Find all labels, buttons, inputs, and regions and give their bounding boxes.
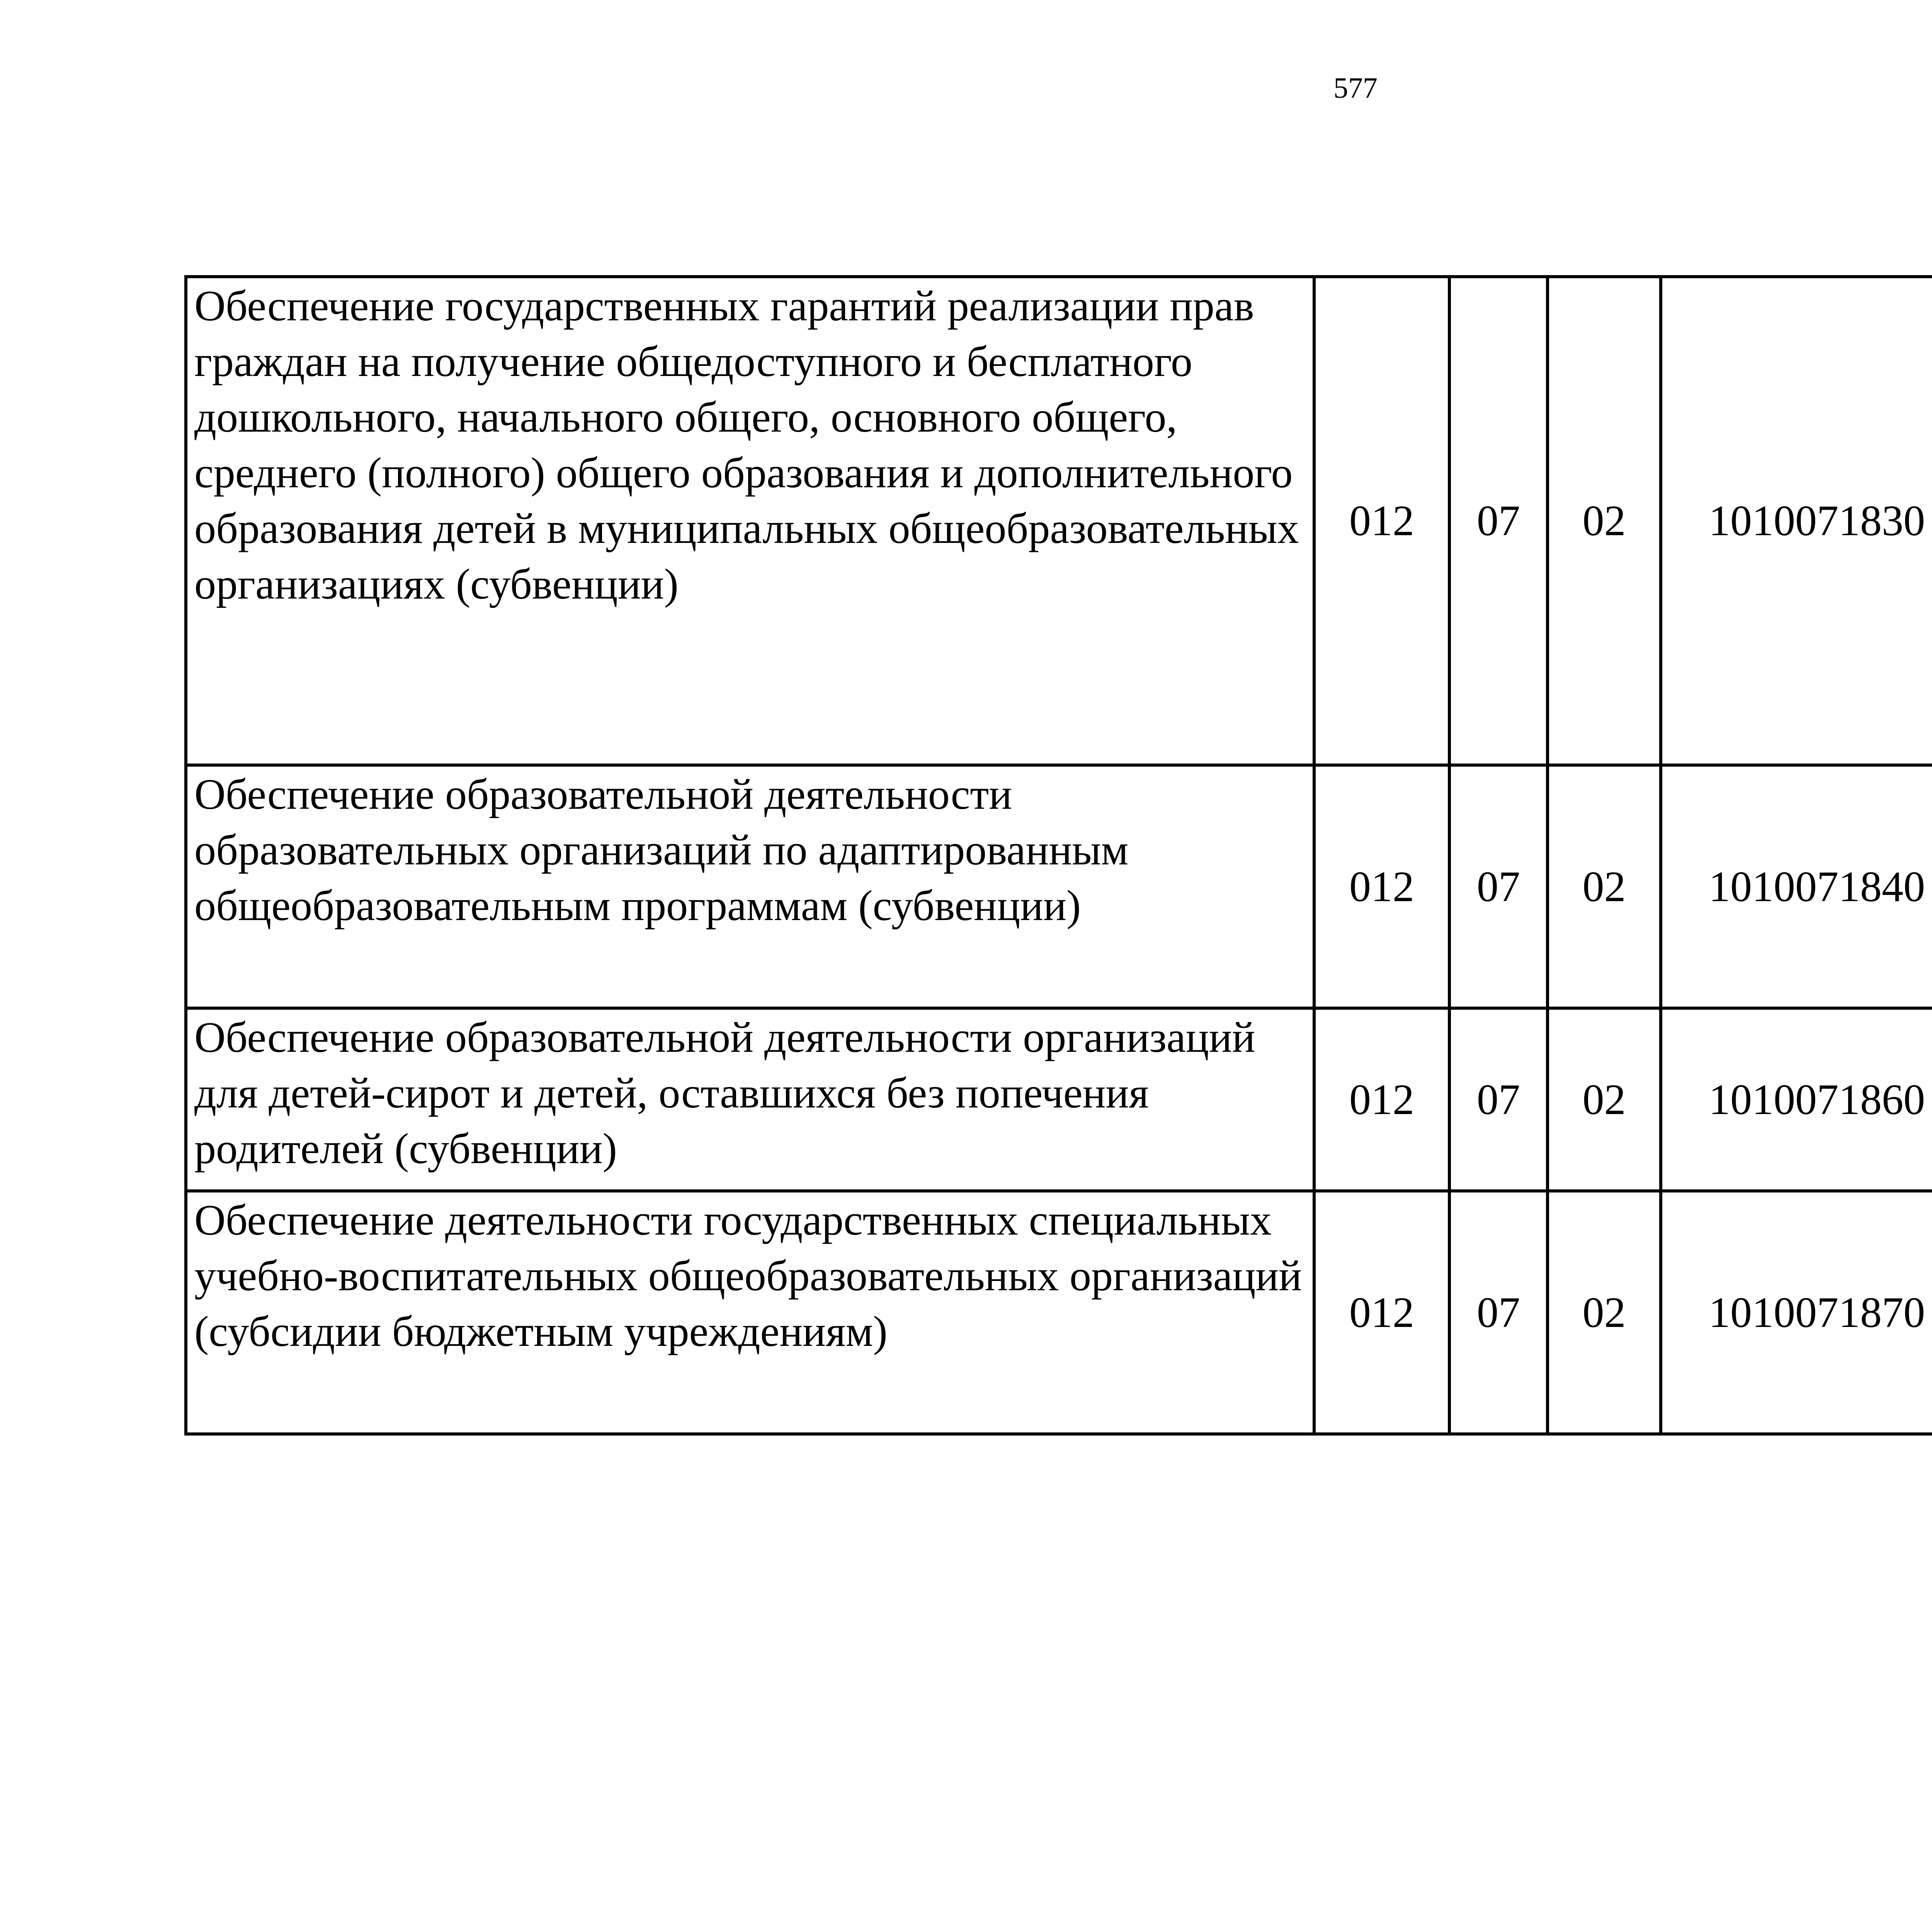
ministry-code: 012: [1314, 1008, 1449, 1191]
target-article-code: 1010071830: [1661, 277, 1932, 765]
section-code: 07: [1449, 1008, 1548, 1191]
target-article-code: 1010071870: [1661, 1191, 1932, 1434]
table-row: [186, 1008, 1932, 1191]
table-row: [186, 277, 1932, 765]
table-row: [186, 765, 1932, 1008]
row-description: Обеспечение образовательной деятельности организаций для детей-сирот и детей, оставшихся без попечения родителей (субвенции): [186, 1008, 1314, 1191]
subsection-code: 02: [1548, 1008, 1661, 1191]
subsection-code: 02: [1548, 277, 1661, 765]
row-description: Обеспечение государственных гарантий реализации прав граждан на получение общедоступного и бесплатного дошкольного, начального общего, основного общего, среднего (полного) общего образования и дополнительного образования детей в муниципальных общеобразовательных организациях (субвенции): [186, 277, 1314, 765]
page-number: 577: [1333, 72, 1378, 104]
section-code: 07: [1449, 1191, 1548, 1434]
ministry-code: 012: [1314, 1191, 1449, 1434]
row-description: Обеспечение деятельности государственных специальных учебно-воспитательных общеобразовательных организаций (субсидии бюджетным учреждениям): [186, 1191, 1314, 1434]
row-description: Обеспечение образовательной деятельности образовательных организаций по адаптированным общеобразовательным программам (субвенции): [186, 765, 1314, 1008]
section-code: 07: [1449, 765, 1548, 1008]
target-article-code: 1010071840: [1661, 765, 1932, 1008]
subsection-code: 02: [1548, 765, 1661, 1008]
section-code: 07: [1449, 277, 1548, 765]
ministry-code: 012: [1314, 277, 1449, 765]
target-article-code: 1010071860: [1661, 1008, 1932, 1191]
ministry-code: 012: [1314, 765, 1449, 1008]
budget-table: [184, 275, 1932, 1436]
subsection-code: 02: [1548, 1191, 1661, 1434]
table-row: [186, 1191, 1932, 1434]
